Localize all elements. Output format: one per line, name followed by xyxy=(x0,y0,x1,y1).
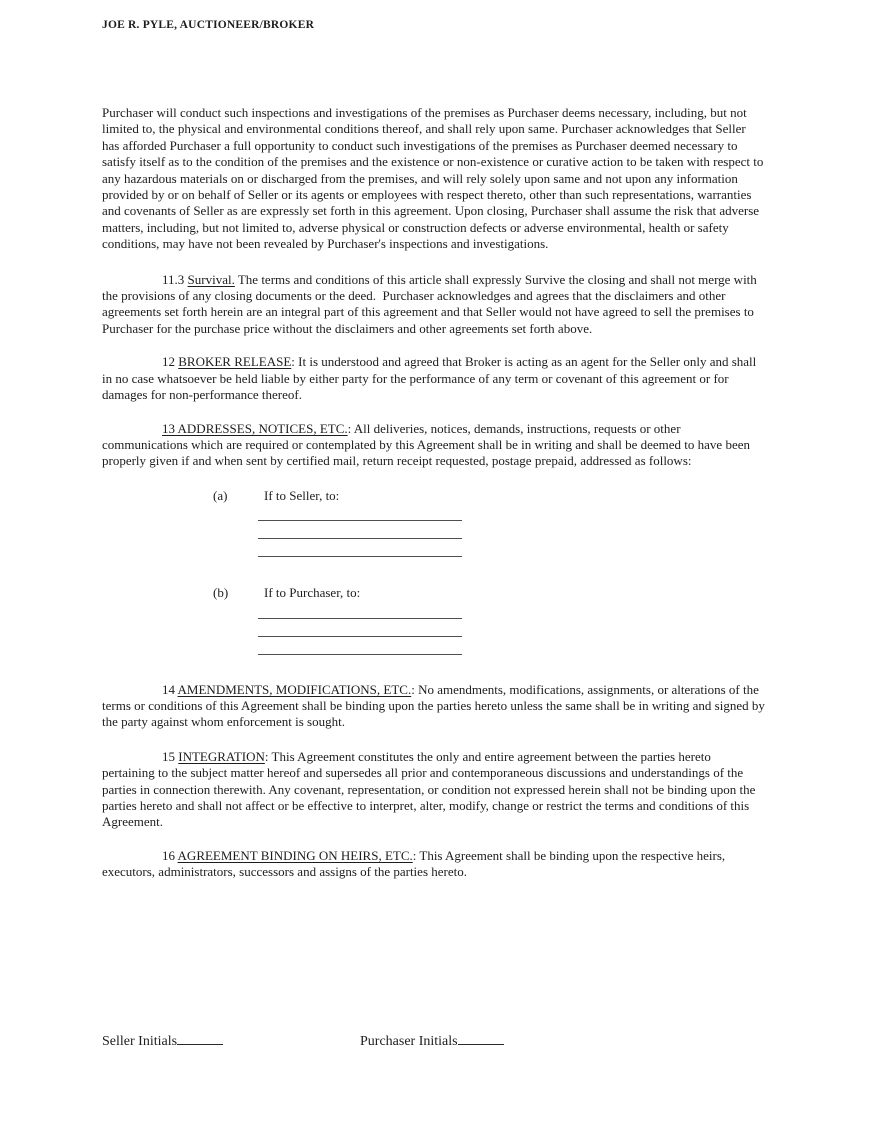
section-14-amendments xyxy=(102,681,769,731)
seller-initials-blank-line xyxy=(177,1030,223,1045)
seller-address-blank-line-1 xyxy=(258,504,462,521)
seller-address-blank-lines xyxy=(258,504,462,557)
section-title: Survival. xyxy=(187,271,235,287)
purchaser-address-blank-line-3 xyxy=(258,637,462,655)
section-13-addresses-notices xyxy=(102,421,765,470)
section-body: : It is understood and agreed that Broker is acting as an agent for the Seller only and shall in no case whatsoever be held liable by either party for the performance of any term or covenant of this agreement or for damages for non-performance thereof. xyxy=(102,354,760,403)
item-letter-b: (b) xyxy=(213,585,229,601)
if-to-purchaser-label: If to Purchaser, to: xyxy=(264,585,361,601)
section-12-broker-release xyxy=(102,354,765,403)
section-number: 15 xyxy=(162,748,179,764)
section-body: : This Agreement constitutes the only and entire agreement between the parties hereto pertaining to the subject matter hereof and supersedes all prior and contemporaneous discussions and understandings of the parties in connection therewith. Any covenant, representation, or condition not expressed herein shall not be binding upon the parties hereto and shall not affect or be effective to interpret, alter, modify, change or restrict the terms and conditions of this Agreement. xyxy=(102,748,759,830)
purchaser-address-blank-line-2 xyxy=(258,619,462,637)
initials-row xyxy=(102,1030,765,1050)
section-title: BROKER RELEASE xyxy=(178,354,292,370)
purchaser-address-blank-lines xyxy=(258,602,462,655)
section-number: 12 xyxy=(162,354,179,370)
section-body: : All deliveries, notices, demands, instructions, requests or other communications which are required or contemplated by this Agreement shall be in writing and shall be deemed to have been properly given if and when sent by certified mail, return receipt requested, postage prepaid, addressed as follows: xyxy=(102,420,754,469)
address-row-seller xyxy=(213,488,765,504)
section-number: 16 xyxy=(162,847,178,863)
document-header: JOE R. PYLE, AUCTIONEER/BROKER xyxy=(102,19,315,31)
section-number: 14 xyxy=(162,681,178,697)
section-11-3-survival xyxy=(102,272,765,338)
section-body: : This Agreement shall be binding upon the respective heirs, executors, administrators, successors and assigns of the parties hereto. xyxy=(102,847,729,880)
section-body: : No amendments, modifications, assignments, or alterations of the terms or conditions of this Agreement shall be binding upon the parties hereto unless the same shall be in writing and signed by the party against whom enforcement is sought. xyxy=(102,681,769,730)
seller-initials-label: Seller Initials xyxy=(102,1034,178,1049)
section-title: AMENDMENTS, MODIFICATIONS, ETC. xyxy=(177,681,412,697)
section-body: The terms and conditions of this article shall expressly Survive the closing and shall not merge with the provisions of any closing documents or the deed. Purchaser acknowledges and agrees that the disclaimers and other agreements set forth herein are an integral part of this agreement and that Seller would not have agreed to sell the premises to Purchaser for the purchase price without the disclaimers and other agreements set forth above. xyxy=(102,271,761,336)
item-letter-a: (a) xyxy=(213,487,228,503)
purchaser-initials xyxy=(360,1030,504,1050)
section-title: AGREEMENT BINDING ON HEIRS, ETC. xyxy=(177,847,413,863)
section-16-binding-on-heirs xyxy=(102,848,765,881)
section-title: 13 ADDRESSES, NOTICES, ETC. xyxy=(162,420,348,436)
section-number: 11.3 xyxy=(162,271,188,287)
section-title: INTEGRATION xyxy=(178,748,265,764)
if-to-seller-label: If to Seller, to: xyxy=(264,487,340,503)
seller-address-blank-line-2 xyxy=(258,521,462,539)
address-block-purchaser xyxy=(213,585,765,654)
seller-address-blank-line-3 xyxy=(258,539,462,557)
purchaser-address-blank-line-1 xyxy=(258,602,462,619)
section-15-integration xyxy=(102,749,765,831)
purchaser-initials-label: Purchaser Initials xyxy=(360,1034,458,1049)
purchaser-initials-blank-line xyxy=(458,1030,504,1045)
address-row-purchaser xyxy=(213,585,765,601)
seller-initials xyxy=(102,1030,223,1050)
paragraph-inspections: Purchaser will conduct such inspections and investigations of the premises as Purchaser deems necessary, including, but not limited to, the physical and environmental conditions thereof, and shall rely upon same. Purchaser acknowledges that Seller has afforded Purchaser a full opportunity to conduct such investigations of the premises as Purchaser deemed necessary to satisfy itself as to the condition of the premises and the existence or non-existence or curative action to be taken with respect to any hazardous materials on or discharged from the premises, and will rely solely upon same and not upon any information provided by or on behalf of Seller or its agents or employees with respect thereto, other than such representations, warranties and covenants of Seller as are expressly set forth in this agreement. Upon closing, Purchaser shall assume the risk that adverse matters, including, but not limited to, adverse physical or construction defects or adverse environmental, health or safety conditions, may have not been revealed by Purchaser's inspections and investigations. xyxy=(102,105,767,252)
address-block-seller xyxy=(213,488,765,557)
